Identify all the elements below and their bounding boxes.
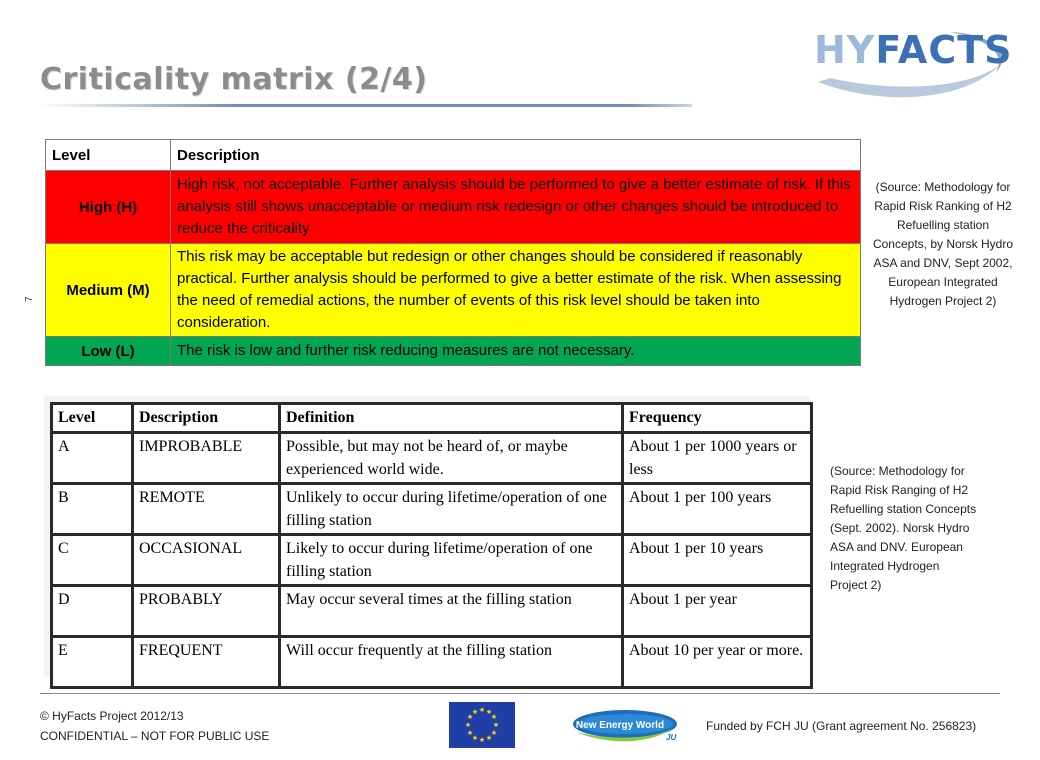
definition-cell: May occur several times at the filling station — [280, 586, 623, 637]
level-cell: High (H) — [46, 171, 171, 244]
criticality-row-high — [46, 171, 861, 244]
level-cell: D — [52, 586, 133, 637]
svg-text:★: ★ — [485, 708, 493, 716]
frequency-table — [50, 402, 813, 689]
eu-flag-icon — [449, 702, 515, 748]
svg-text:★: ★ — [466, 713, 474, 721]
criticality-row-low — [46, 337, 861, 366]
frequency-cell: About 1 per year — [623, 586, 812, 637]
page-number: 7 — [24, 296, 35, 302]
svg-text:★: ★ — [492, 721, 500, 729]
level-cell: B — [52, 484, 133, 535]
criticality-header-row — [46, 140, 861, 171]
svg-text:★: ★ — [478, 736, 486, 744]
new-energy-world-logo — [570, 706, 680, 746]
header-level: Level — [46, 140, 171, 171]
frequency-header-row — [52, 404, 812, 433]
frequency-cell: About 1 per 1000 years or less — [623, 433, 812, 484]
logo-text-hy: HY — [814, 28, 876, 72]
header-description: Description — [171, 140, 861, 171]
frequency-cell: About 1 per 100 years — [623, 484, 812, 535]
description-cell: REMOTE — [133, 484, 280, 535]
frequency-row — [52, 586, 812, 637]
level-cell: Low (L) — [46, 337, 171, 366]
funding-text: Funded by FCH JU (Grant agreement No. 256823) — [706, 719, 977, 733]
partner-logo-text: New Energy World — [575, 720, 665, 731]
title-underline — [40, 104, 692, 107]
level-cell: Medium (M) — [46, 244, 171, 337]
slide-title: Criticality matrix (2/4) — [40, 62, 428, 97]
svg-text:★: ★ — [485, 734, 493, 742]
definition-cell: Will occur frequently at the filling station — [280, 637, 623, 688]
header-definition: Definition — [280, 404, 623, 433]
header-description: Description — [133, 404, 280, 433]
header-level: Level — [52, 404, 133, 433]
frequency-row — [52, 484, 812, 535]
copyright-text: © HyFacts Project 2012/13 — [40, 709, 184, 723]
frequency-row — [52, 637, 812, 688]
frequency-row — [52, 433, 812, 484]
frequency-cell: About 1 per 10 years — [623, 535, 812, 586]
svg-text:★: ★ — [490, 729, 498, 737]
frequency-table-image — [44, 396, 810, 676]
logo-text — [814, 28, 1013, 72]
logo-text-facts: FACTS — [875, 28, 1013, 72]
source-note-ranging: (Source: Methodology for Rapid Risk Ranging of H2 Refuelling station Concepts (Sept. 2002). Norsk Hydro ASA and DNV. European Integrated Hydrogen Project 2) — [830, 464, 977, 592]
description-cell: IMPROBABLE — [133, 433, 280, 484]
svg-text:★: ★ — [466, 729, 474, 737]
footer-left — [40, 706, 269, 746]
description-cell: This risk may be acceptable but redesign or other changes should be considered if reasonably practical. Further analysis should be performed to give a better estimate of the risk. When assessing the need of remedial actions, the number of events of this risk level should be taken into consideration. — [171, 244, 861, 337]
level-cell: E — [52, 637, 133, 688]
level-cell: C — [52, 535, 133, 586]
svg-text:★: ★ — [471, 734, 479, 742]
description-cell: FREQUENT — [133, 637, 280, 688]
svg-text:★: ★ — [464, 721, 472, 729]
footer-divider — [40, 693, 1000, 694]
definition-cell: Unlikely to occur during lifetime/operation of one filling station — [280, 484, 623, 535]
confidential-text: CONFIDENTIAL – NOT FOR PUBLIC USE — [40, 729, 270, 743]
svg-text:★: ★ — [471, 708, 479, 716]
criticality-table — [45, 139, 861, 366]
partner-logo-suffix: JU — [666, 733, 677, 742]
description-cell: OCCASIONAL — [133, 535, 280, 586]
header-frequency: Frequency — [623, 404, 812, 433]
definition-cell: Possible, but may not be heard of, or maybe experienced world wide. — [280, 433, 623, 484]
svg-text:★: ★ — [490, 713, 498, 721]
frequency-cell: About 10 per year or more. — [623, 637, 812, 688]
description-cell: PROBABLY — [133, 586, 280, 637]
description-cell: High risk, not acceptable. Further analysis should be performed to give a better estimate of risk. If this analysis still shows unacceptable or medium risk redesign or other changes should be introduced to reduce the criticality — [171, 171, 861, 244]
definition-cell: Likely to occur during lifetime/operation of one filling station — [280, 535, 623, 586]
svg-text:★: ★ — [478, 706, 486, 714]
description-cell: The risk is low and further risk reducing measures are not necessary. — [171, 337, 861, 366]
frequency-row — [52, 535, 812, 586]
criticality-row-medium — [46, 244, 861, 337]
hyfacts-logo — [800, 20, 1013, 102]
level-cell: A — [52, 433, 133, 484]
source-note-ranking: (Source: Methodology for Rapid Risk Ranking of H2 Refuelling station Concepts, by Norsk Hydro ASA and DNV, Sept 2002, European Integrated Hydrogen Project 2) — [872, 180, 1014, 308]
